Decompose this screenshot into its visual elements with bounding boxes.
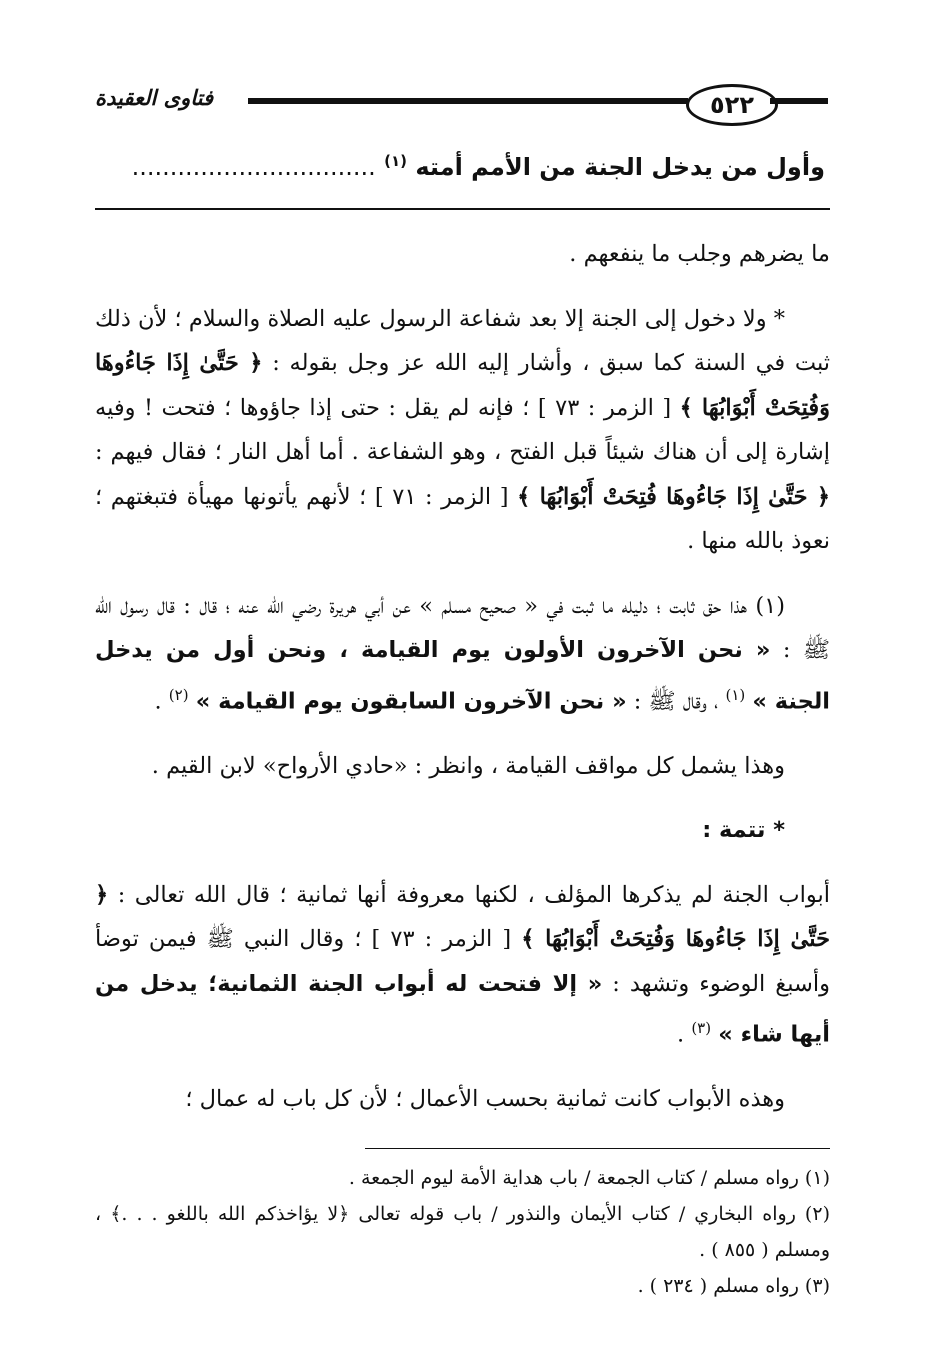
section-heading [105, 152, 825, 181]
footnote-2: (٢) رواه البخاري / كتاب الأيمان والنذور / باب قوله تعالى ﴿لا يؤاخذكم الله باللغو . . .﴾ ، ومسلم ( ٨٥٥ ) . [95, 1203, 830, 1261]
subheading-supplement: * تتمة : [702, 817, 785, 843]
text-segment: [ الزمر : ٧٣ ] ؛ وقال النبي ﷺ فيمن توضأ وأسبغ الوضوء وتشهد : [95, 926, 830, 997]
paragraph-gates-deeds: وهذه الأبواب كانت ثمانية بحسب الأعمال ؛ لأن كل باب له عمال ؛ [185, 1086, 785, 1112]
section-footnote-ref: (١) [384, 152, 407, 170]
text-segment: . [154, 688, 162, 714]
quran-quote: ﴿ حَتَّىٰ إِذَا جَاءُوهَا فُتِحَتْ أَبْوَابُهَا ﴾ [517, 483, 831, 510]
paragraph-intercession [95, 297, 830, 564]
text-segment: * ولا دخول إلى الجنة إلا بعد شفاعة الرسول عليه الصلاة والسلام ؛ لأن ذلك ثبت في السنة كما سبق ، وأشار إليه الله عز وجل بقوله : [95, 305, 830, 376]
hadith-quote: « نحن الآخرون الأولون يوم القيامة ، ونحن أول من يدخل الجنة » [95, 637, 830, 714]
text-segment: . [677, 1021, 685, 1048]
section-title: وأول من يدخل الجنة من الأمم أمته [415, 153, 825, 181]
heading-rule [95, 208, 830, 210]
header-rule-left [248, 98, 688, 104]
footnote-1: (١) رواه مسلم / كتاب الجمعة / باب هداية الأمة ليوم الجمعة . [348, 1167, 830, 1189]
text-segment: ، وقال ﷺ : [633, 688, 719, 714]
footnote-separator [365, 1148, 830, 1149]
footnote-ref: (٢) [168, 685, 189, 704]
text-segment: [ الزمر : ٧١ ] ؛ لأنهم يأتونها مهيأة فتبغتهم ؛ نعوذ بالله منها . [95, 483, 830, 554]
footnote-ref: (١) [725, 685, 746, 704]
quran-quote: ﴿ حَتَّىٰ إِذَا جَاءُوهَا وَفُتِحَتْ أَبْوَابُهَا ﴾ [95, 881, 830, 952]
page-number: ٥٢٢ [686, 84, 778, 126]
main-text [95, 232, 830, 1142]
paragraph-gates [95, 873, 830, 1058]
paragraph-continuation: ما يضرهم وجلب ما ينفعهم . [569, 241, 830, 267]
footnote-ref: (٣) [691, 1019, 712, 1037]
footnotes [95, 1160, 830, 1304]
header-rule-right [770, 98, 828, 104]
running-book-title: فتاوى العقيدة [95, 86, 214, 110]
section-leader-dots: ................................ [131, 153, 376, 181]
quran-quote: ﴿ حَتَّىٰ إِذَا جَاءُوهَا وَفُتِحَتْ أَبْوَابُهَا ﴾ [95, 350, 830, 421]
hadith-quote: « نحن الآخرون السابقون يوم القيامة » [195, 688, 627, 714]
paragraph-see-also: وهذا يشمل كل مواقف القيامة ، وانظر : «حادي الأرواح» لابن القيم . [151, 752, 785, 779]
footnote-3: (٣) رواه مسلم ( ٢٣٤ ) . [637, 1275, 830, 1297]
paragraph-commentary [95, 584, 830, 724]
text-segment: [ الزمر : ٧٣ ] ؛ فإنه لم يقل : حتى إذا جاؤوها ؛ فتحت ! وفيه إشارة إلى أن هناك شيئاً قبل الفتح ، وهو الشفاعة . أما أهل النار ؛ فقال فيهم : [95, 394, 830, 465]
text-segment: أبواب الجنة لم يذكرها المؤلف ، لكنها معروفة أنها ثمانية ؛ قال الله تعالى : [117, 881, 830, 908]
text-segment: (١) هذا حق ثابت ؛ دليله ما ثبت في « صحيح مسلم » عن أبي هريرة رضي الله عنه ؛ قال : قال رسول الله ﷺ : [95, 592, 830, 663]
hadith-quote: « إلا فتحت له أبواب الجنة الثمانية؛ يدخل من أيها شاء » [95, 970, 830, 1048]
